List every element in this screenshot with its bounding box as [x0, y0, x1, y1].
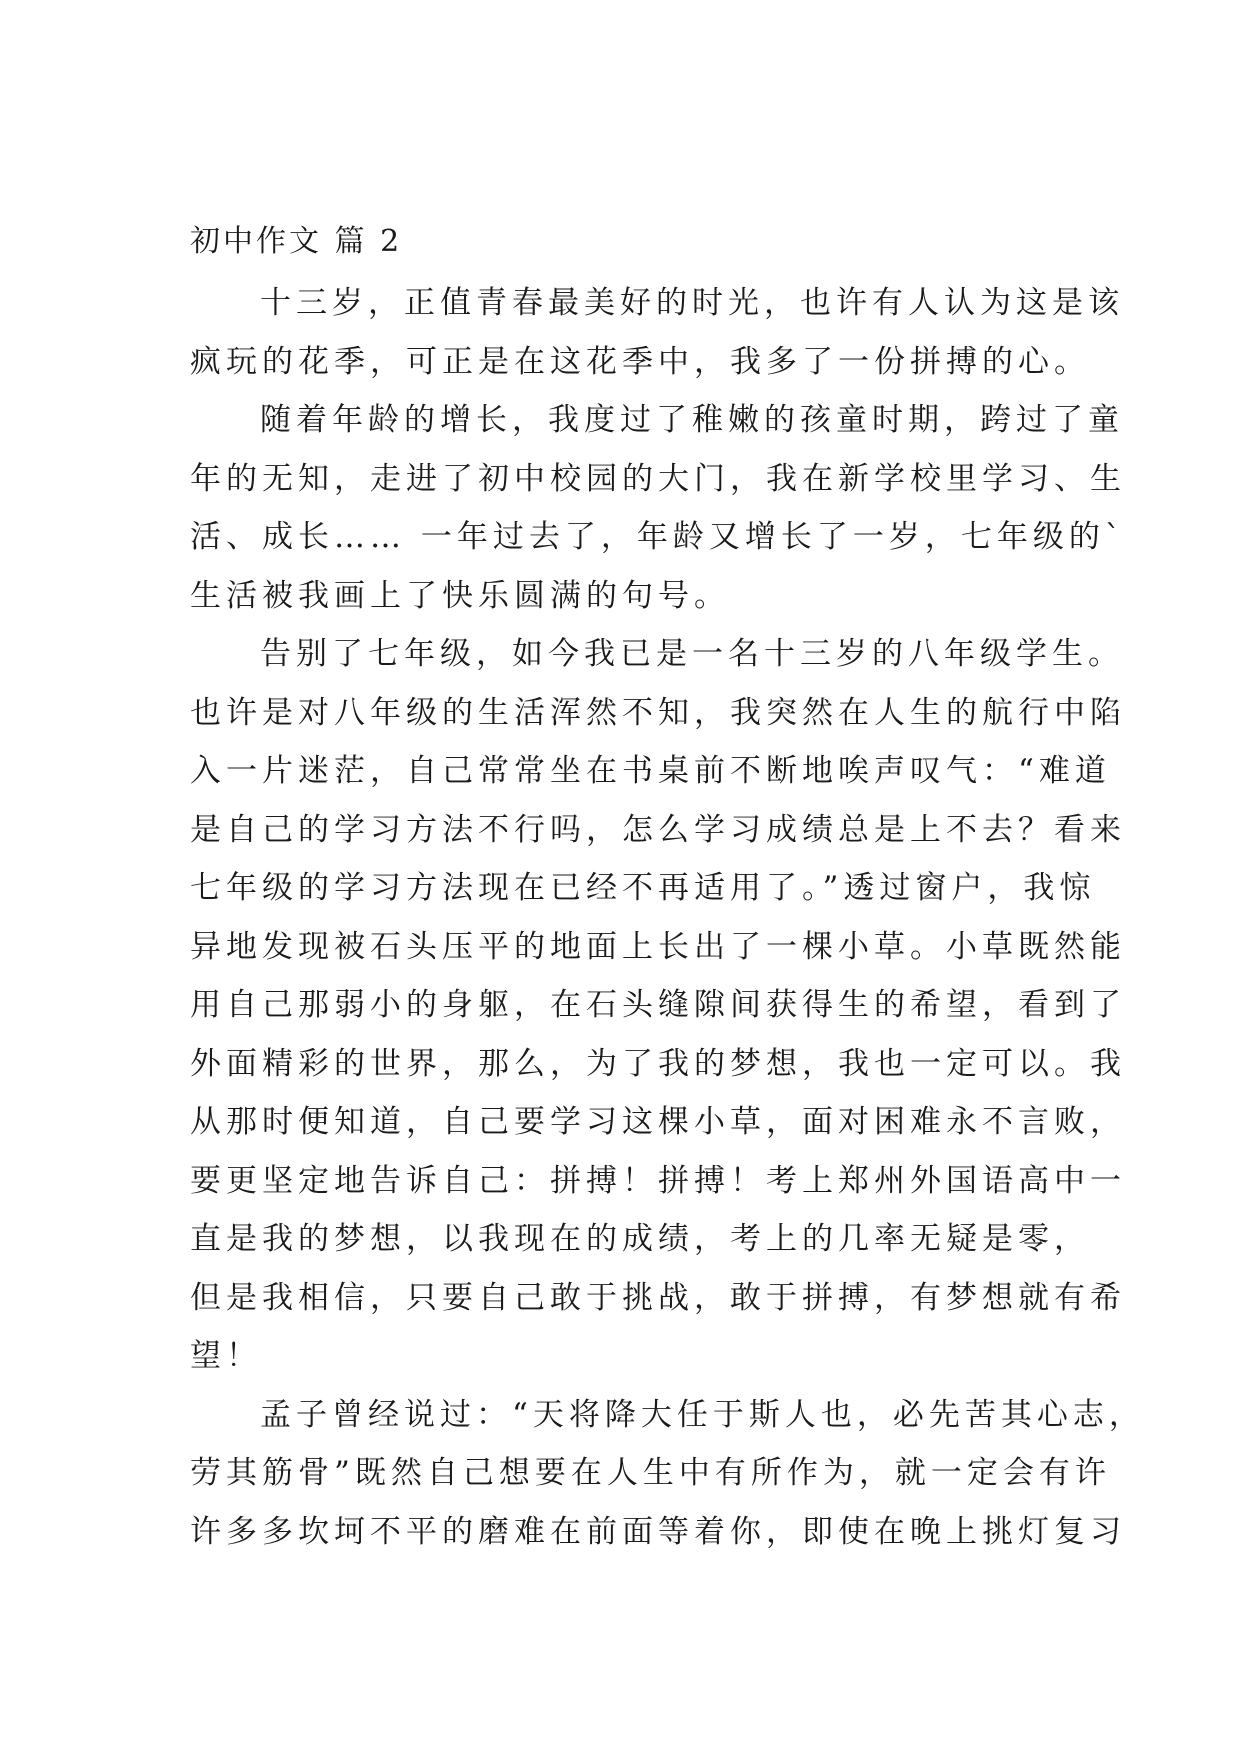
- paragraph-line: 但是我相信，只要自己敢于挑战，敢于拼搏，有梦想就有希: [190, 1279, 1126, 1316]
- paragraph-line: 七年级的学习方法现在已经不再适用了。”透过窗户，我惊: [190, 870, 1096, 906]
- paragraph-line: 生活被我画上了快乐圆满的句号。: [190, 577, 730, 614]
- paragraph-1: [190, 274, 1124, 391]
- paragraph-3: [190, 625, 1126, 1386]
- paragraph-line: 活、成长…… 一年过去了，年龄又增长了一岁，七年级的`: [190, 519, 1126, 555]
- paragraph-line: 年的无知，走进了初中校园的大门，我在新学校里学习、生: [190, 460, 1126, 497]
- paragraph-line: 入一片迷茫，自己常常坐在书桌前不断地唉声叹气：“难道: [190, 753, 1111, 789]
- paragraph-line: 告别了七年级，如今我已是一名十三岁的八年级学生。: [260, 636, 1124, 672]
- document-body: [190, 222, 1145, 1561]
- paragraph-line: 用自己那弱小的身躯，在石头缝隙间获得生的希望，看到了: [190, 987, 1126, 1023]
- paragraph-line: 疯玩的花季，可正是在这花季中，我多了一份拼搏的心。: [190, 343, 1090, 380]
- paragraph-line: 十三岁，正值青春最美好的时光，也许有人认为这是该: [260, 285, 1124, 321]
- paragraph-line: 异地发现被石头压平的地面上长出了一棵小草。小草既然能: [190, 928, 1126, 965]
- paragraph-2: [190, 391, 1126, 625]
- paragraph-line: 孟子曾经说过：“天将降大任于斯人也，必先苦其心志，: [260, 1396, 1145, 1433]
- paragraph-4: [190, 1386, 1145, 1562]
- paragraph-line: 要更坚定地告诉自己：拼搏！拼搏！考上郑州外国语高中一: [190, 1162, 1126, 1199]
- paragraph-line: 直是我的梦想，以我现在的成绩，考上的几率无疑是零，: [190, 1221, 1090, 1257]
- page-title: 初中作文 篇 2: [190, 224, 403, 259]
- paragraph-line: 是自己的学习方法不行吗，怎么学习成绩总是上不去？看来: [190, 811, 1126, 848]
- paragraph-line: 望！: [190, 1338, 262, 1374]
- paragraph-line: 从那时便知道，自己要学习这棵小草，面对困难永不言败，: [190, 1104, 1126, 1140]
- paragraph-line: 也许是对八年级的生活浑然不知，我突然在人生的航行中陷: [190, 694, 1126, 731]
- paragraph-line: 外面精彩的世界，那么，为了我的梦想，我也一定可以。我: [190, 1045, 1126, 1082]
- paragraph-line: 随着年龄的增长，我度过了稚嫩的孩童时期，跨过了童: [260, 402, 1124, 438]
- paragraph-line: 许多多坎坷不平的磨难在前面等着你，即使在晚上挑灯复习: [190, 1513, 1126, 1550]
- paragraph-line: 劳其筋骨”既然自己想要在人生中有所作为，就一定会有许: [190, 1455, 1111, 1491]
